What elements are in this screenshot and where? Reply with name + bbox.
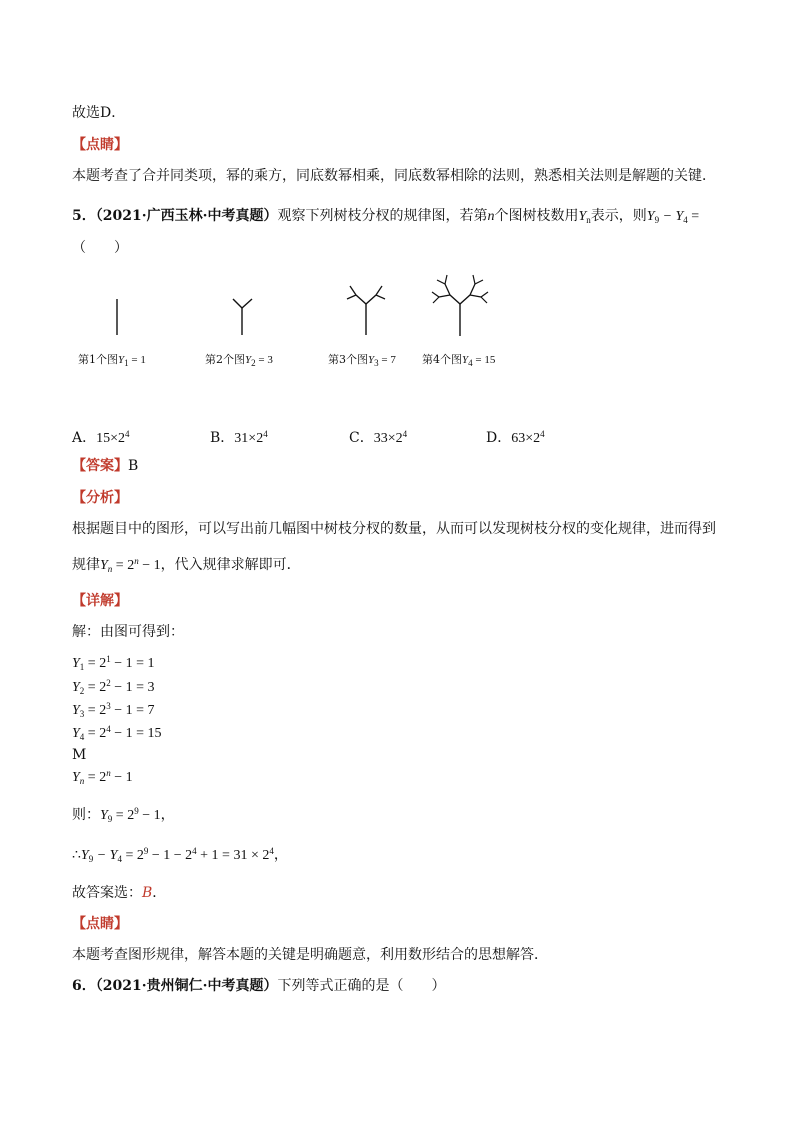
q6-number: 6． [72,978,96,994]
q5-comment-heading: 【点睛】 [72,916,128,932]
prev-comment-heading: 【点睛】 [72,137,128,153]
tree-figure-1 [105,295,129,339]
tree-caption-2: 第2个图$Y_2 = 3$ [205,353,273,368]
q5-expr-eq: = [687,209,700,224]
step-y1: $Y_1 = 2^1 - 1 = 1$ [72,654,155,672]
q6-stem-text: 下列等式正确的是（ ） [277,978,446,994]
analysis-text-2: 规律$Y_n = 2^n - 1$，代入规律求解即可． [72,556,301,574]
tree-figure-3 [340,280,392,340]
analysis-text-1: 根据题目中的图形，可以写出前几幅图中树枝分杈的数量，从而可以发现树枝分杈的变化规律，进而得到 [72,521,716,537]
final-answer: 故答案选：B． [72,885,167,901]
option-d: D．$63\times 2^4$ [486,429,545,446]
tree-caption-3: 第3个图$Y_3 = 7$ [328,353,396,368]
analysis-heading: 【分析】 [72,490,128,506]
tree-figure-4 [428,270,492,340]
q5-expr-y4: − Y [659,209,684,224]
q5-expr-sub9: 9 [654,215,660,225]
option-b: B．$31\times 2^4$ [210,429,268,446]
q5-expr-sub4: 4 [683,215,688,225]
answer-value: B [128,458,139,474]
step-ellipsis: M [72,747,87,763]
step-y3: $Y_3 = 2^3 - 1 = 7$ [72,701,155,719]
q5-expr-y9: Y [646,209,655,224]
q5-answer-paren: （ ） [72,240,128,256]
tree-caption-4: 第4个图$Y_4 = 15$ [422,353,496,368]
answer-heading: 【答案】 [72,458,128,474]
step-y2: $Y_2 = 2^2 - 1 = 3$ [72,678,155,696]
prev-comment-text: 本题考查了合并同类项，幂的乘方，同底数幂相乘，同底数幂相除的法则，熟悉相关法则是解题的关键． [72,168,716,184]
q6-stem [72,977,445,995]
q5-stem [72,207,699,226]
q5-var-n: n [487,209,495,224]
q5-var-y-sub: n [586,215,591,225]
prev-conclusion: 故选D． [72,105,126,121]
q5-number: 5． [72,208,96,224]
q5-stem-c: 表示，则 [590,208,647,224]
step-general: $Y_n = 2^n - 1$ [72,768,133,786]
step-therefore: $\therefore Y_9 - Y_4 = 2^9 - 1 - 2^4 + 1 = 31 \times 2^4$， [72,846,288,864]
final-answer-value: B [142,885,153,901]
step-then: 则：$Y_9 = 2^9 - 1$， [72,806,175,824]
option-a: A．$15\times 2^4$ [72,429,130,446]
step-y4: $Y_4 = 2^4 - 1 = 15$ [72,724,162,742]
q5-stem-a: 观察下列树枝分杈的规律图，若第 [277,208,488,224]
q5-source: （2021·广西玉林·中考真题） [95,208,278,224]
tree-figure-2 [222,290,262,340]
option-c: C．$33\times 2^4$ [349,429,408,446]
detail-heading: 【详解】 [72,593,128,609]
detail-intro: 解：由图可得到： [72,624,184,640]
q5-stem-b: 个图树枝数用 [494,208,579,224]
q6-source: （2021·贵州铜仁·中考真题） [95,978,278,994]
q5-comment-text: 本题考查图形规律，解答本题的关键是明确题意，利用数形结合的思想解答． [72,947,548,963]
answer-line [72,457,138,475]
q5-var-y: Y [578,209,587,224]
tree-caption-1: 第1个图$Y_1 = 1$ [78,353,146,368]
